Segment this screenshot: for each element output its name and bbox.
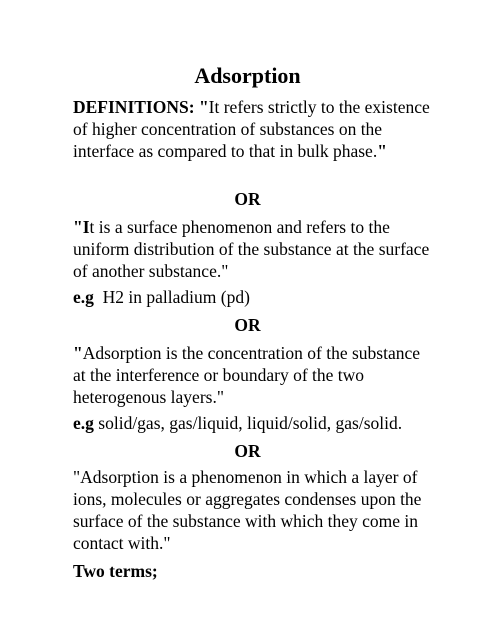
definition-1-text: It refers strictly to the existence of higher concentration of substances on the interface as compared to that in bulk phase. <box>73 97 430 161</box>
example-1-text: H2 in palladium (pd) <box>93 287 250 307</box>
page-title: Adsorption <box>194 63 301 88</box>
definition-1-open-quote: " <box>198 97 209 117</box>
definition-1-close-quote: " <box>377 141 387 161</box>
or-separator-1: OR <box>234 189 261 209</box>
example-2-label: e.g <box>73 413 94 433</box>
definition-2-text: t is a surface phenomenon and refers to the uniform distribution of the substance at the surface of another substance." <box>73 217 430 281</box>
or-separator-3: OR <box>234 441 261 461</box>
definition-1 <box>73 96 433 162</box>
two-terms-heading <box>73 560 433 582</box>
definition-4: "Adsorption is a phenomenon in which a layer of ions, molecules or aggregates condenses upon the surface of the substance with which they come in contact with." <box>73 467 422 553</box>
definition-2-open: "I <box>73 217 90 237</box>
or-separator-2: OR <box>234 315 261 335</box>
two-terms-label: Two terms; <box>73 561 158 581</box>
definition-2 <box>73 216 433 282</box>
example-1-label: e.g <box>73 287 94 307</box>
example-2-text: solid/gas, gas/liquid, liquid/solid, gas/solid. <box>93 413 403 433</box>
definitions-label: DEFINITIONS: <box>73 97 195 117</box>
definition-3-open-quote: " <box>73 343 83 363</box>
definition-3 <box>73 342 433 408</box>
example-2 <box>73 412 433 434</box>
definition-3-text: Adsorption is the concentration of the substance at the interference or boundary of the two heterogenous layers." <box>73 343 420 407</box>
example-1 <box>73 286 433 308</box>
